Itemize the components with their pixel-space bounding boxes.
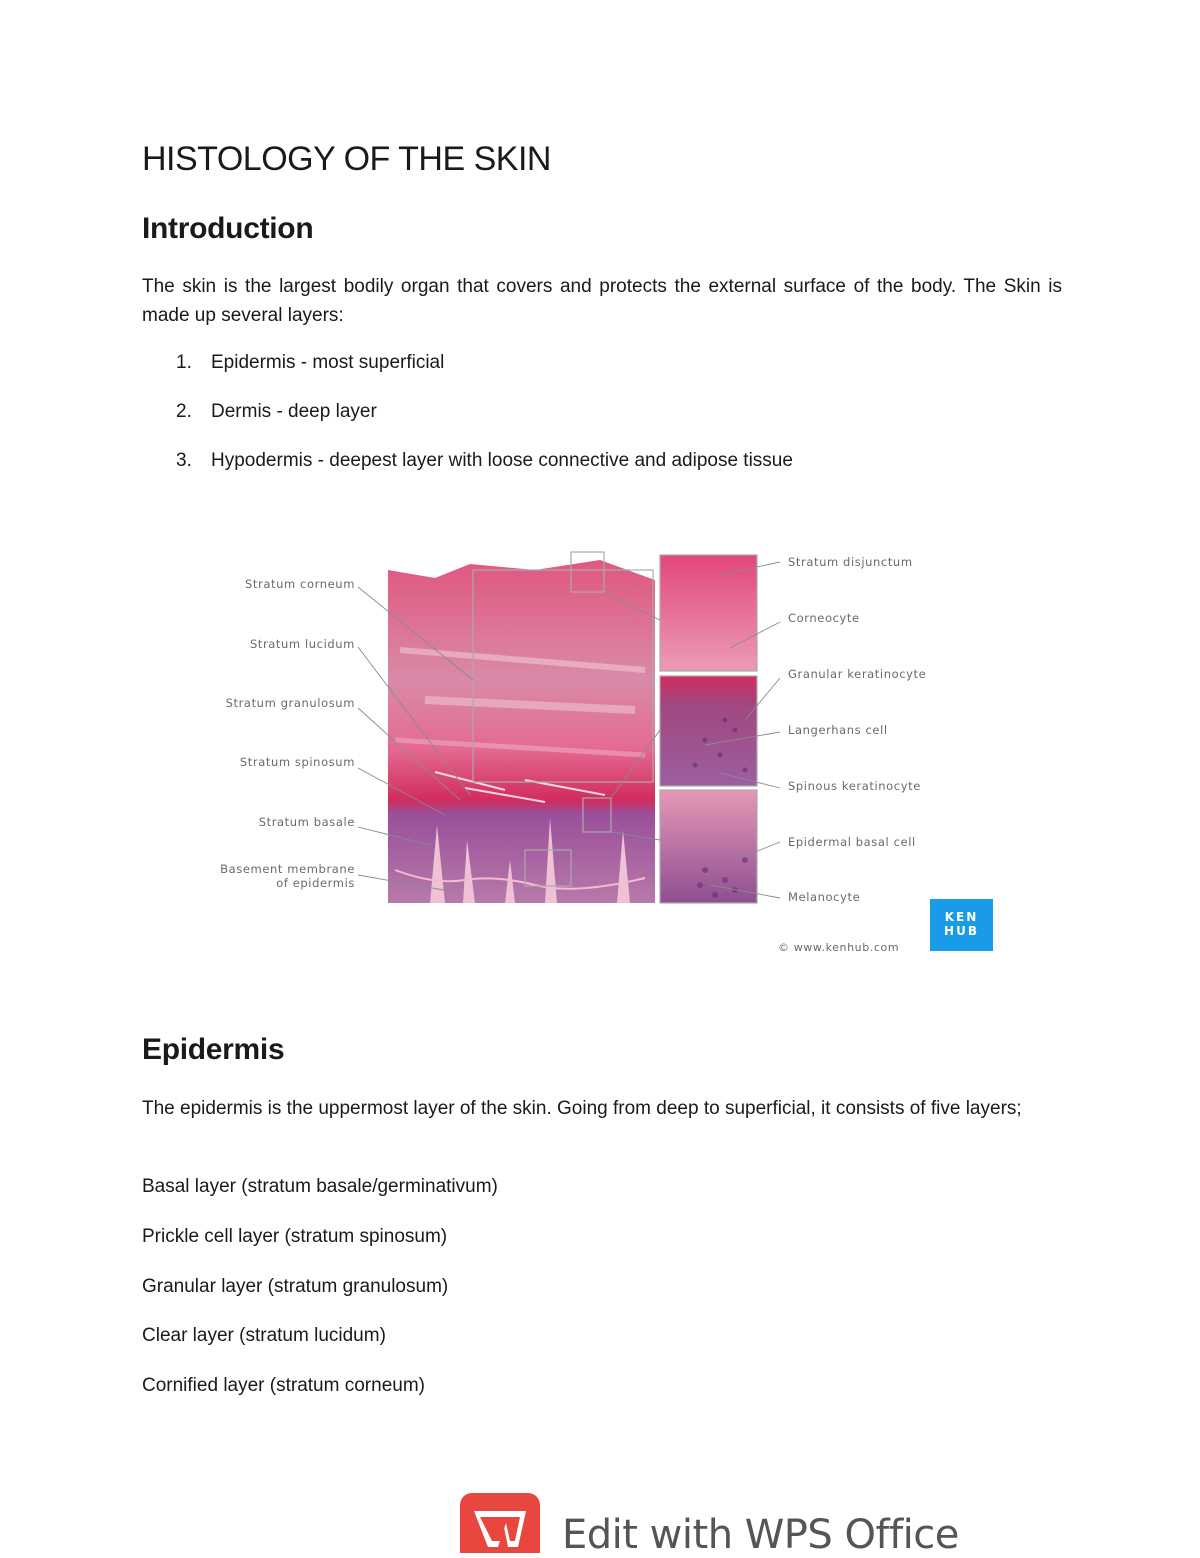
epidermis-paragraph: The epidermis is the uppermost layer of the skin. Going from deep to superficial, it consists of five layers;	[142, 1098, 1022, 1119]
list-text: Hypodermis - deepest layer with loose connective and adipose tissue	[211, 450, 793, 471]
wps-logo-icon[interactable]	[460, 1493, 540, 1553]
label-stratum-basale: Stratum basale	[258, 815, 355, 829]
label-corneocyte: Corneocyte	[788, 611, 860, 625]
histology-image	[205, 540, 1005, 960]
epidermis-layer-line: Granular layer (stratum granulosum)	[142, 1276, 449, 1297]
label-stratum-granulosum: Stratum granulosum	[225, 696, 355, 710]
label-stratum-lucidum: Stratum lucidum	[249, 637, 355, 651]
label-granular-keratinocyte: Granular keratinocyte	[788, 667, 927, 681]
label-melanocyte: Melanocyte	[788, 890, 861, 904]
wps-edit-banner[interactable]: Edit with WPS Office	[562, 1512, 959, 1558]
introduction-heading: Introduction	[142, 212, 314, 245]
epidermis-layer-line: Clear layer (stratum lucidum)	[142, 1325, 386, 1346]
label-basement-membrane-2: of epidermis	[276, 876, 355, 890]
figure-credit: © www.kenhub.com	[778, 941, 900, 954]
label-basement-membrane: Basement membrane	[220, 862, 355, 876]
list-item	[176, 450, 793, 472]
epidermis-layer-line: Prickle cell layer (stratum spinosum)	[142, 1226, 448, 1247]
label-stratum-corneum: Stratum corneum	[245, 577, 355, 591]
label-langerhans-cell: Langerhans cell	[788, 723, 888, 737]
epidermis-layer-line: Cornified layer (stratum corneum)	[142, 1375, 425, 1396]
kenhub-logo	[930, 899, 993, 951]
document-title: HISTOLOGY OF THE SKIN	[142, 140, 551, 178]
list-number: 3.	[176, 450, 192, 471]
skin-histology-figure	[205, 540, 1005, 960]
label-stratum-spinosum: Stratum spinosum	[239, 755, 355, 769]
list-item	[176, 352, 444, 374]
label-stratum-disjunctum: Stratum disjunctum	[788, 555, 913, 569]
wps-w-glyph	[460, 1493, 540, 1553]
introduction-paragraph: The skin is the largest bodily organ that covers and protects the external surface of the body. The Skin is made up several layers:	[142, 276, 1062, 326]
label-spinous-keratinocyte: Spinous keratinocyte	[788, 779, 921, 793]
list-text: Epidermis - most superficial	[211, 352, 445, 373]
list-number: 1.	[176, 352, 192, 373]
kenhub-logo-line1: KEN	[944, 910, 979, 924]
label-epidermal-basal-cell: Epidermal basal cell	[788, 835, 916, 849]
list-number: 2.	[176, 401, 192, 422]
epidermis-layer-line: Basal layer (stratum basale/germinativum)	[142, 1176, 498, 1197]
kenhub-logo-line2: HUB	[944, 924, 979, 938]
list-item	[176, 401, 377, 423]
epidermis-heading: Epidermis	[142, 1033, 285, 1066]
list-text: Dermis - deep layer	[211, 401, 377, 422]
